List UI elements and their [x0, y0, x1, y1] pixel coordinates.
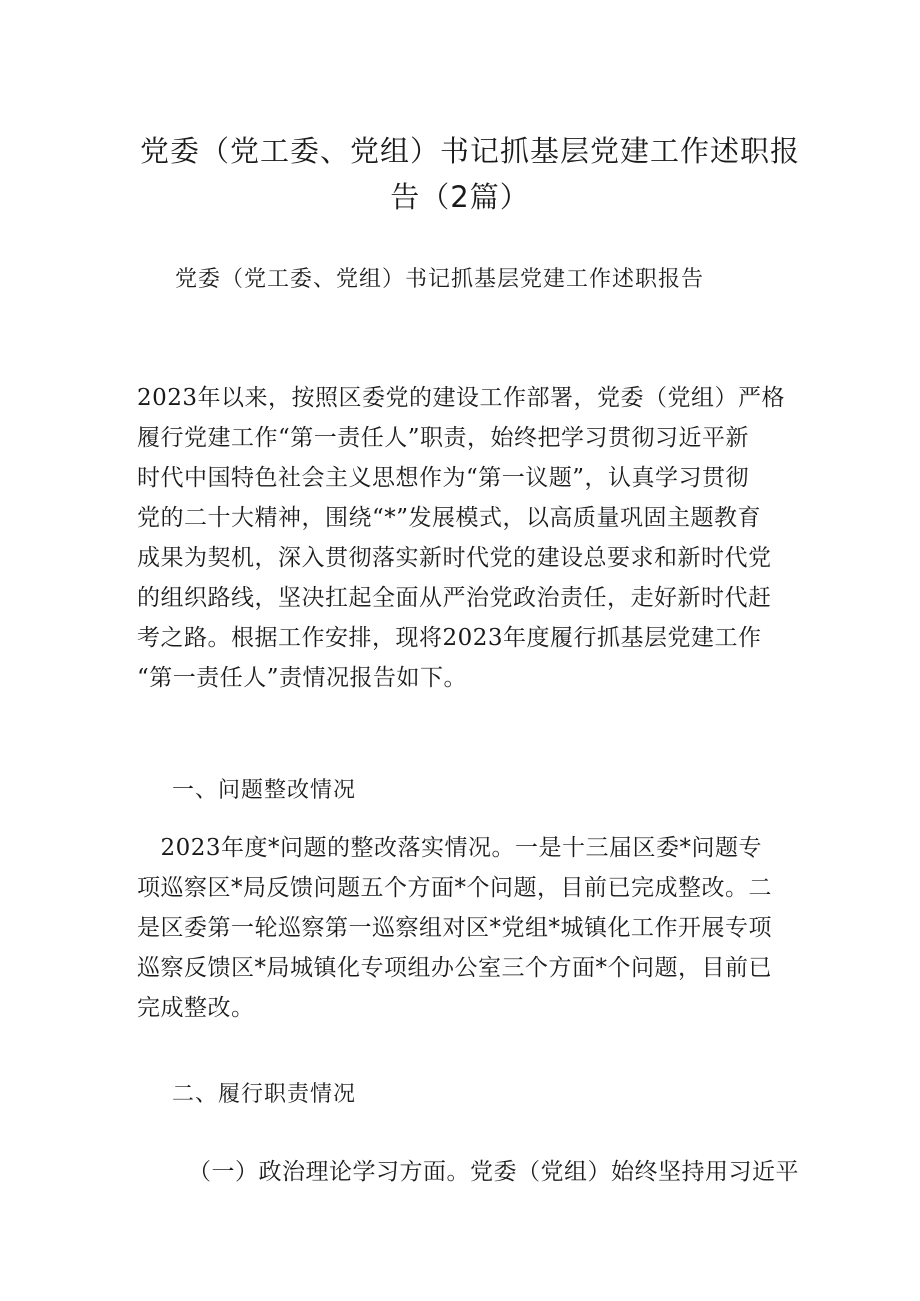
problems-line: 2023年度*问题的整改落实情况。一是十三届区委*问题专	[137, 835, 763, 861]
title-line-1: 党委（党工委、党组）书记抓基层党建工作述职报	[140, 134, 801, 168]
intro-line: “第一责任人”责情况报告如下。	[137, 665, 468, 691]
problems-line: 巡察反馈区*局城镇化专项组办公室三个方面*个问题，目前已	[137, 955, 772, 981]
problems-line: 完成整改。	[137, 995, 255, 1021]
political-study-paragraph: （一）政治理论学习方面。党委（党组）始终坚持用习近平	[188, 1159, 799, 1185]
problems-paragraph	[137, 828, 785, 1028]
problems-line: 项巡察区*局反馈问题五个方面*个问题，目前已完成整改。二	[137, 875, 772, 901]
intro-line: 考之路。根据工作安排，现将2023年度履行抓基层党建工作	[137, 625, 762, 651]
document-subtitle: 党委（党工委、党组）书记抓基层党建工作述职报告	[175, 267, 705, 292]
document-title	[140, 128, 801, 220]
intro-line: 时代中国特色社会主义思想作为“第一议题”，认真学习贯彻	[137, 465, 750, 491]
section-heading-duty-performance: 二、履行职责情况	[172, 1082, 357, 1107]
intro-line: 2023年以来，按照区委党的建设工作部署，党委（党组）严格	[137, 385, 786, 411]
intro-paragraph	[137, 378, 785, 698]
problems-line: 是区委第一轮巡察第一巡察组对区*党组*城镇化工作开展专项	[137, 915, 772, 941]
intro-line: 成果为契机，深入贯彻落实新时代党的建设总要求和新时代党	[137, 545, 772, 571]
intro-line: 党的二十大精神，围绕“*”发展模式，以高质量巩固主题教育	[137, 505, 762, 531]
intro-line: 履行党建工作“第一责任人”职责，始终把学习贯彻习近平新	[137, 425, 750, 451]
title-line-2: 告（2篇）	[390, 180, 530, 214]
section-heading-problem-rectification: 一、问题整改情况	[172, 778, 357, 803]
intro-line: 的组织路线，坚决扛起全面从严治党政治责任，走好新时代赶	[137, 585, 772, 611]
